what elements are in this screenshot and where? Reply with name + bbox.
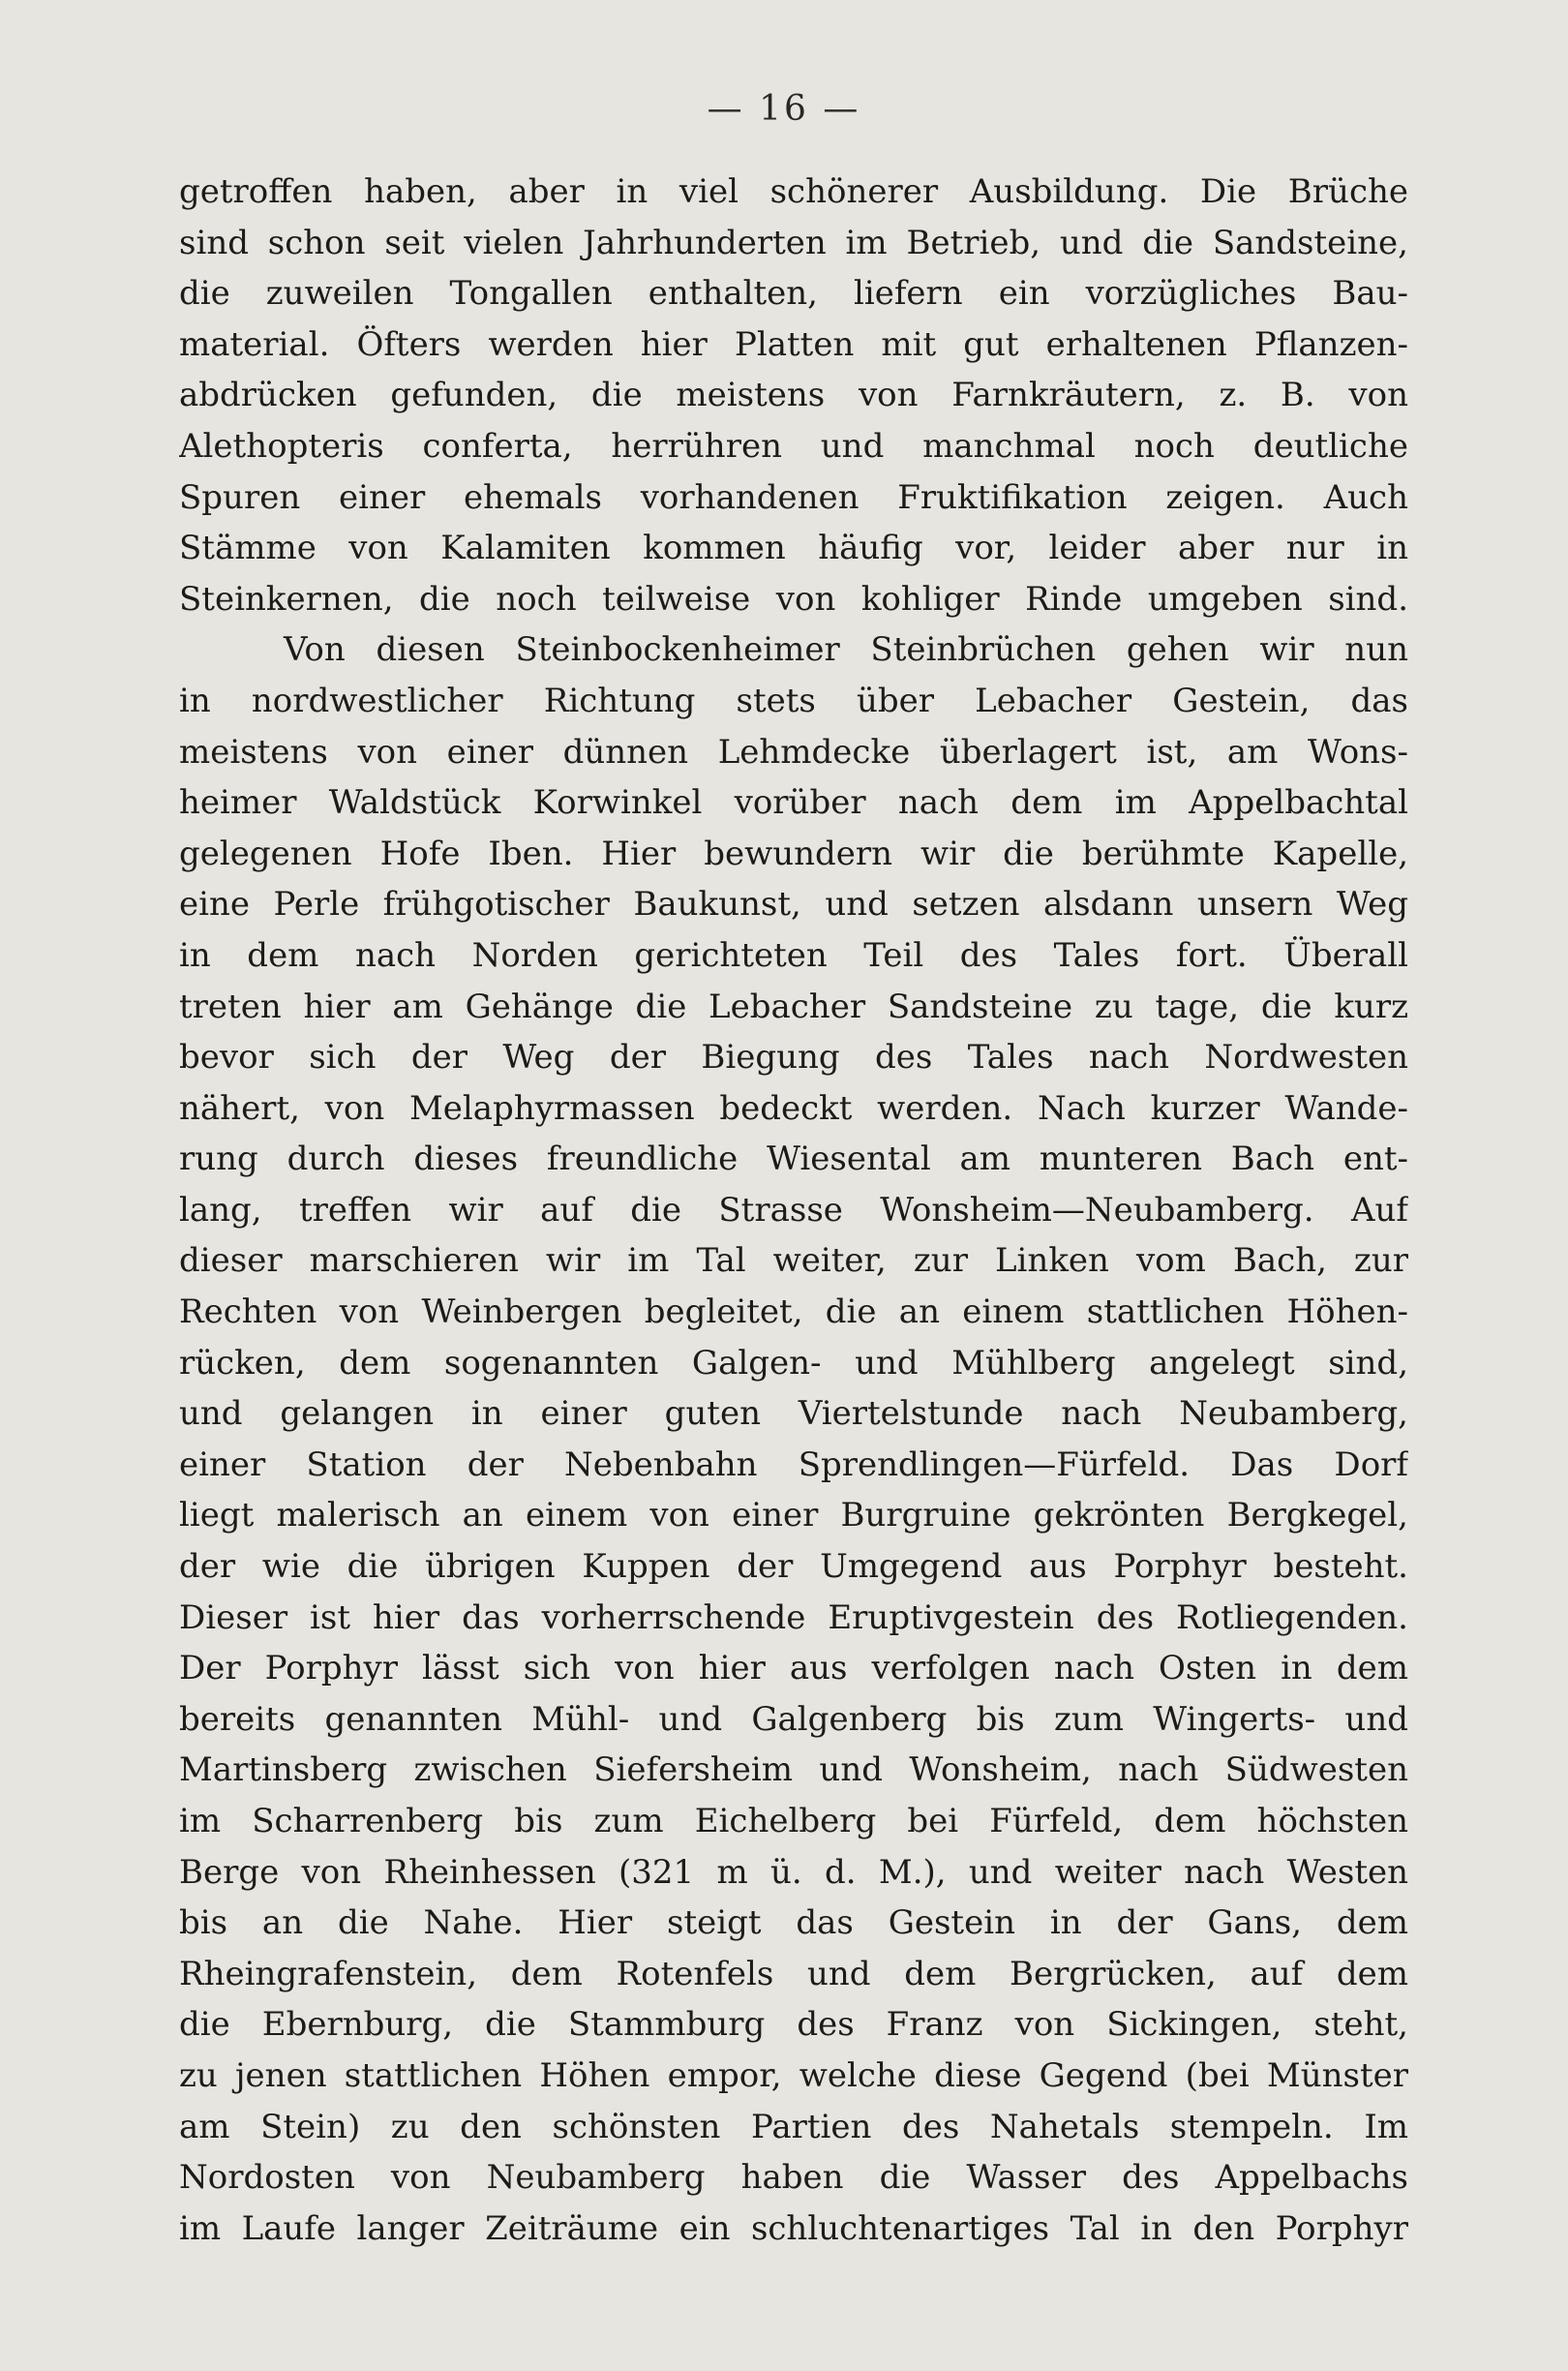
text-line: gelegenen Hofe Iben. Hier bewundern wir die berühmte Kapelle,: [179, 834, 1408, 873]
text-line: Berge von Rheinhessen (321 m ü. d. M.), und weiter nach Westen: [179, 1852, 1408, 1892]
text-line: material. Öfters werden hier Platten mit gut erhaltenen Pflanzen-: [179, 324, 1408, 364]
text-line: meistens von einer dünnen Lehmdecke überlagert ist, am Wons-: [179, 732, 1408, 772]
text-line: rücken, dem sogenannten Galgen- und Mühlberg angelegt sind,: [179, 1343, 1408, 1383]
text-line: abdrücken gefunden, die meistens von Farnkräutern, z. B. von: [179, 376, 1408, 415]
text-line: Steinkernen, die noch teilweise von kohliger Rinde umgeben sind.: [179, 579, 1408, 619]
text-line: Alethopteris conferta, herrühren und manchmal noch deutliche: [179, 426, 1408, 466]
text-line: heimer Waldstück Korwinkel vorüber nach dem im Appelbachtal: [179, 783, 1408, 823]
text-line: Martinsberg zwischen Siefersheim und Wonsheim, nach Südwesten: [179, 1750, 1408, 1790]
text-line: die Ebernburg, die Stammburg des Franz von Sickingen, steht,: [179, 2005, 1408, 2045]
text-line: Rheingrafenstein, dem Rotenfels und dem Bergrücken, auf dem: [179, 1954, 1408, 1993]
paragraph-start-line: Von diesen Steinbockenheimer Steinbrüchen gehen wir nun: [284, 630, 1408, 670]
text-line: in nordwestlicher Richtung stets über Lebacher Gestein, das: [179, 681, 1408, 720]
page-number: — 16 —: [707, 89, 861, 129]
text-line: bereits genannten Mühl- und Galgenberg bis zum Wingerts- und: [179, 1699, 1408, 1739]
text-line: im Laufe langer Zeiträume ein schluchtenartiges Tal in den Porphyr: [179, 2208, 1408, 2248]
text-line: eine Perle frühgotischer Baukunst, und setzen alsdann unsern Weg: [179, 885, 1408, 925]
text-line: bis an die Nahe. Hier steigt das Gestein in der Gans, dem: [179, 1903, 1408, 1943]
text-line: nähert, von Melaphyrmassen bedeckt werden. Nach kurzer Wande-: [179, 1088, 1408, 1128]
text-line: einer Station der Nebenbahn Sprendlingen—Fürfeld. Das Dorf: [179, 1444, 1408, 1484]
text-line: getroffen haben, aber in viel schönerer Ausbildung. Die Brüche: [179, 172, 1408, 211]
text-line: der wie die übrigen Kuppen der Umgegend aus Porphyr besteht.: [179, 1547, 1408, 1587]
text-line: lang, treffen wir auf die Strasse Wonsheim—Neubamberg. Auf: [179, 1190, 1408, 1230]
text-line: Nordosten von Neubamberg haben die Wasser des Appelbachs: [179, 2158, 1408, 2198]
text-line: Spuren einer ehemals vorhandenen Fruktifikation zeigen. Auch: [179, 477, 1408, 517]
text-line: Rechten von Weinbergen begleitet, die an einem stattlichen Höhen-: [179, 1292, 1408, 1332]
text-line: liegt malerisch an einem von einer Burgruine gekrönten Bergkegel,: [179, 1496, 1408, 1535]
text-line: in dem nach Norden gerichteten Teil des Tales fort. Überall: [179, 935, 1408, 975]
text-line: bevor sich der Weg der Biegung des Tales nach Nordwesten: [179, 1038, 1408, 1078]
text-line: im Scharrenberg bis zum Eichelberg bei Fürfeld, dem höchsten: [179, 1802, 1408, 1840]
body-text: [179, 167, 1408, 2254]
text-line: Stämme von Kalamiten kommen häufig vor, leider aber nur in: [179, 529, 1408, 568]
text-line: sind schon seit vielen Jahrhunderten im Betrieb, und die Sandsteine,: [179, 223, 1408, 262]
text-line: rung durch dieses freundliche Wiesental am munteren Bach ent-: [179, 1140, 1408, 1179]
text-line: die zuweilen Tongallen enthalten, liefern ein vorzügliches Bau-: [179, 274, 1408, 314]
text-line: Dieser ist hier das vorherrschende Eruptivgestein des Rotliegenden.: [179, 1597, 1408, 1637]
text-line: dieser marschieren wir im Tal weiter, zur Linken vom Bach, zur: [179, 1241, 1408, 1281]
text-line: treten hier am Gehänge die Lebacher Sandsteine zu tage, die kurz: [179, 987, 1408, 1026]
text-line: am Stein) zu den schönsten Partien des Nahetals stempeln. Im: [179, 2107, 1408, 2146]
text-line: zu jenen stattlichen Höhen empor, welche diese Gegend (bei Münster: [179, 2055, 1408, 2095]
text-line: Der Porphyr lässt sich von hier aus verfolgen nach Osten in dem: [179, 1649, 1408, 1688]
text-line: und gelangen in einer guten Viertelstunde nach Neubamberg,: [179, 1394, 1408, 1434]
